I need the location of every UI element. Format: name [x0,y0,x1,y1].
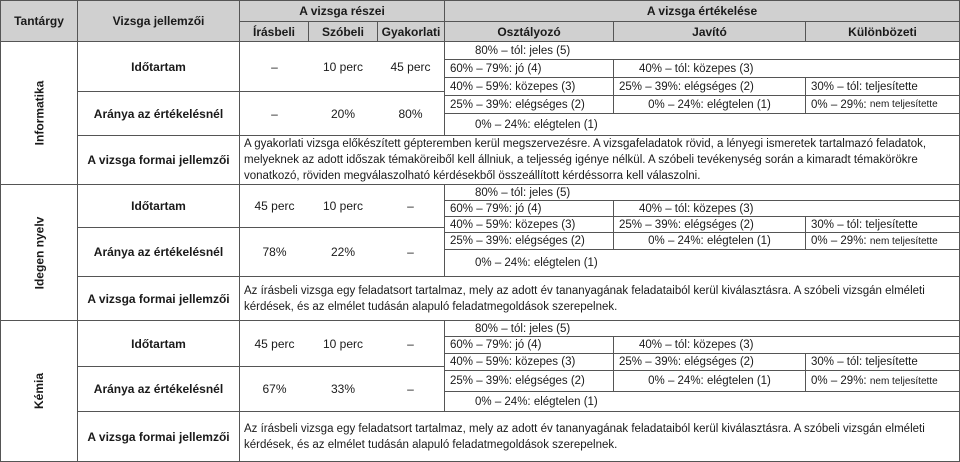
grade-javito-2: 25% – 39%: elégséges (2) [613,77,806,96]
time-gyakorlati: – [377,320,445,367]
exam-description: Az írásbeli vizsga egy feladatsort tartalmaz, mely az adott év tananyagának feladataiból kerül kiválasztásra. A szóbeli vizsgán elméleti kérdések, és az elmélet tudásán alapuló feladatmegoldások szerepelnek. [239,411,960,462]
header-gyakorlati: Gyakorlati [377,21,445,42]
grade-osztalyozo-4: 60% – 79%: jó (4) [444,336,614,354]
header-osztalyozo: Osztályozó [444,21,614,42]
ratio-szobeli: 20% [308,91,378,136]
grade-text: nem teljesítette [869,235,938,247]
subject-name: Kémia [32,372,46,410]
subject-name: Idegen nyelv [31,216,46,289]
time-szobeli: 10 perc [308,184,378,228]
label-idotartam: Időtartam [77,320,240,367]
grade-range: 0% – 29%: [811,375,867,387]
grade-javito-1: 0% – 24%: elégtelen (1) [613,370,806,392]
ratio-szobeli: 22% [308,227,378,277]
grade-osztalyozo-1: 0% – 24%: elégtelen (1) [444,391,960,412]
header-vizsga-ertekelese: A vizsga értékelése [444,0,960,22]
grade-kulonbozeti-teljesitette: 30% – tól: teljesítette [805,353,960,371]
grade-osztalyozo-2: 25% – 39%: elégséges (2) [444,95,614,114]
grade-javito-3: 40% – tól: közepes (3) [613,200,960,217]
grade-range: 0% – 29%: [811,98,867,111]
ratio-irasbeli: 78% [239,227,309,277]
grade-text: nem teljesítette [869,99,938,110]
grade-javito-2: 25% – 39%: elégséges (2) [613,353,806,371]
time-gyakorlati: – [377,184,445,228]
exam-description: Az írásbeli vizsga egy feladatsort tartalmaz, mely az adott év tananyagának feladataiból kerül kiválasztásra. A szóbeli vizsgán elméleti kérdések, és az elmélet tudásán alapuló feladatmegoldások szerepelnek. [239,276,960,321]
grade-osztalyozo-3: 40% – 59%: közepes (3) [444,216,614,233]
grade-osztalyozo-4: 60% – 79%: jó (4) [444,200,614,217]
label-idotartam: Időtartam [77,41,240,92]
grade-osztalyozo-2: 25% – 39%: elégséges (2) [444,232,614,250]
grade-osztalyozo-5: 80% – tól: jeles (5) [444,184,960,201]
subject-name: Informatika [32,80,46,146]
grade-osztalyozo-1: 0% – 24%: elégtelen (1) [444,249,960,277]
header-tantargy: Tantárgy [0,0,78,42]
header-kulonbozeti: Különbözeti [805,21,960,42]
subject-informatika [0,41,78,185]
header-irasbeli: Írásbeli [239,21,309,42]
label-aranya: Aránya az értékelésnél [77,227,240,277]
grade-javito-1: 0% – 24%: elégtelen (1) [613,95,806,114]
time-gyakorlati: 45 perc [377,41,445,92]
grade-osztalyozo-1: 0% – 24%: elégtelen (1) [444,113,960,136]
grade-kulonbozeti-teljesitette: 30% – tól: teljesítette [805,77,960,96]
ratio-gyakorlati: 80% [377,91,445,136]
ratio-szobeli: 33% [308,366,378,412]
label-idotartam: Időtartam [77,184,240,228]
grade-osztalyozo-5: 80% – tól: jeles (5) [444,41,960,60]
grade-javito-3: 40% – tól: közepes (3) [613,336,960,354]
ratio-irasbeli: – [239,91,309,136]
grade-kulonbozeti-nem [805,232,960,250]
grade-javito-3: 40% – tól: közepes (3) [613,59,960,78]
header-javito: Javító [613,21,806,42]
subject-idegen-nyelv [0,184,78,321]
time-szobeli: 10 perc [308,41,378,92]
time-irasbeli: 45 perc [239,184,309,228]
exam-description: A gyakorlati vizsga előkészített gépteremben kerül megszervezésre. A vizsgafeladatok rövid, a lényegi ismeretek tartalmazó feladatok, melyeknek az adott időszak témaköreiből kell állniuk, a teljesség igénye nélkül. A szóbeli tevékenység során a kimaradt témakörökre vonatkozó, röviden megválaszolható kérdésekből összeállított kérdéssorra kell válaszolni. [239,135,960,185]
header-szobeli: Szóbeli [308,21,378,42]
label-formai: A vizsga formai jellemzői [77,276,240,321]
grade-osztalyozo-3: 40% – 59%: közepes (3) [444,353,614,371]
header-vizsga-reszei: A vizsga részei [239,0,445,22]
time-irasbeli: 45 perc [239,320,309,367]
grade-javito-1: 0% – 24%: elégtelen (1) [613,232,806,250]
grade-osztalyozo-3: 40% – 59%: közepes (3) [444,77,614,96]
ratio-irasbeli: 67% [239,366,309,412]
grade-kulonbozeti-nem [805,370,960,392]
label-aranya: Aránya az értékelésnél [77,366,240,412]
time-szobeli: 10 perc [308,320,378,367]
grade-osztalyozo-5: 80% – tól: jeles (5) [444,320,960,337]
grade-kulonbozeti-nem [805,95,960,114]
subject-kemia [0,320,78,462]
grade-range: 0% – 29%: [811,235,867,247]
label-aranya: Aránya az értékelésnél [77,91,240,136]
header-vizsga-jellemzoi: Vizsga jellemzői [77,0,240,42]
grade-text: nem teljesítette [869,375,938,387]
time-irasbeli: – [239,41,309,92]
grade-kulonbozeti-teljesitette: 30% – tól: teljesítette [805,216,960,233]
grade-osztalyozo-4: 60% – 79%: jó (4) [444,59,614,78]
ratio-gyakorlati: – [377,227,445,277]
label-formai: A vizsga formai jellemzői [77,135,240,185]
grade-osztalyozo-2: 25% – 39%: elégséges (2) [444,370,614,392]
label-formai: A vizsga formai jellemzői [77,411,240,462]
ratio-gyakorlati: – [377,366,445,412]
grade-javito-2: 25% – 39%: elégséges (2) [613,216,806,233]
